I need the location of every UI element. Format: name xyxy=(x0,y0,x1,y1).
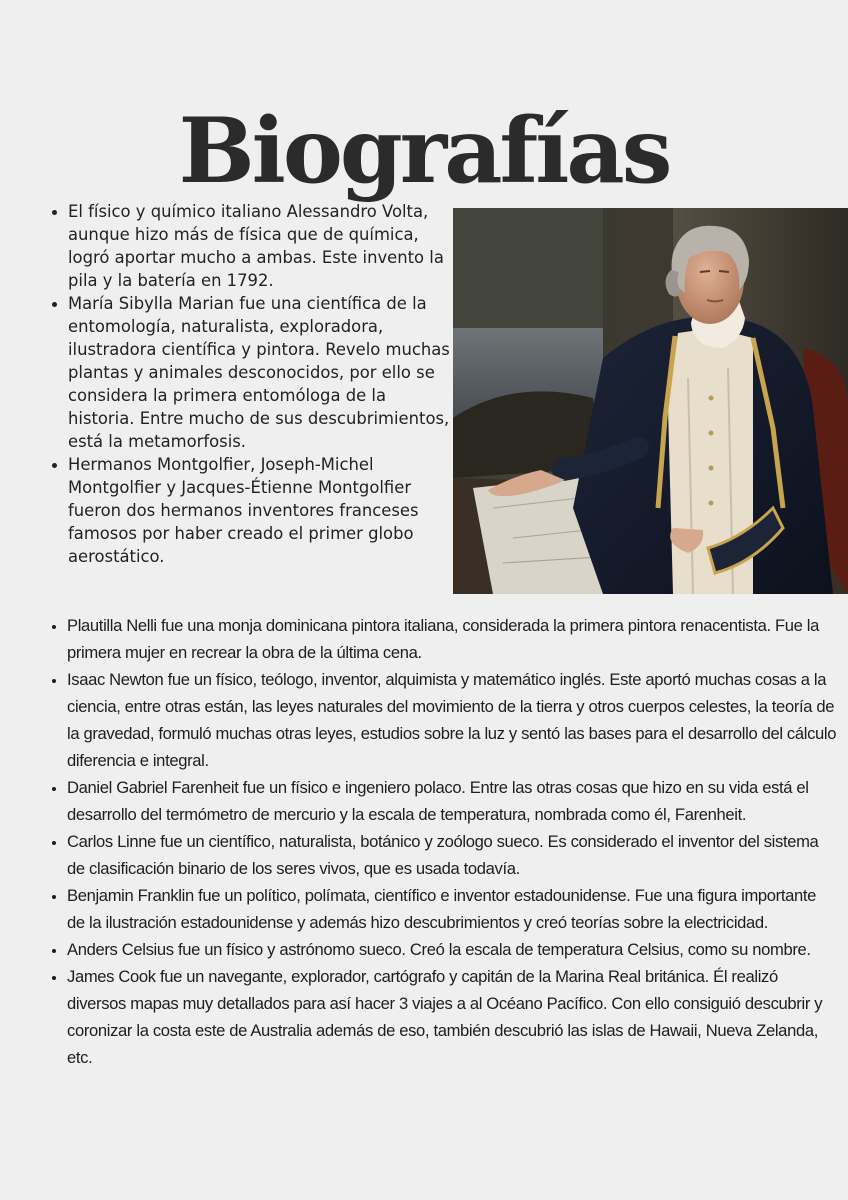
page-title: Biografías xyxy=(178,98,670,205)
list-item-nelli: • Plautilla Nelli fue una monja dominicana pintora italiana, considerada la primera pintora renacentista. Fue la primera mujer en recrear la obra de la última cena. xyxy=(67,612,837,666)
biography-list-top xyxy=(46,200,452,568)
list-item-cook: • James Cook fue un navegante, explorador, cartógrafo y capitán de la Marina Real británica. Él realizó diversos mapas muy detallados para así hacer 3 viajes a al Océano Pacífico. Con ello consiguió descubrir y coronizar la costa este de Australia además de eso, también descubrió las islas de Hawaii, Nueva Zelanda, etc. xyxy=(67,963,837,1071)
list-item-linne: • Carlos Linne fue un científico, naturalista, botánico y zoólogo sueco. Es considerado el inventor del sistema de clasificación binario de los seres vivos, que es usada todavía. xyxy=(67,828,837,882)
list-item-marian: • María Sibylla Marian fue una científica de la entomología, naturalista, exploradora, ilustradora científica y pintora. Revelo muchas plantas y animales desconocidos, por ello se considera la primera entomóloga de la historia. Entre mucho de sus descubrimientos, está la metamorfosis. xyxy=(68,292,452,453)
list-item-newton: • Isaac Newton fue un físico, teólogo, inventor, alquimista y matemático inglés. Este aportó muchas cosas a la ciencia, entre otras están, las leyes naturales del movimiento de la tierra y otros cuerpos celestes, la teoría de la gravedad, formuló muchas otras leyes, estudios sobre la luz y sentó las bases para el desarrollo del cálculo diferencia e integral. xyxy=(67,666,837,774)
list-item-franklin: • Benjamin Franklin fue un político, polímata, científico e inventor estadounidense. Fue una figura importante de la ilustración estadounidense y además hizo descubrimientos y creó teorías sobre la electricidad. xyxy=(67,882,837,936)
list-item-montgolfier: • Hermanos Montgolfier, Joseph-Michel Montgolfier y Jacques-Étienne Montgolfier fueron dos hermanos inventores franceses famosos por haber creado el primer globo aerostático. xyxy=(68,453,452,568)
portrait-image xyxy=(453,208,848,594)
biography-list-bottom xyxy=(46,612,837,1071)
list-item-celsius: • Anders Celsius fue un físico y astrónomo sueco. Creó la escala de temperatura Celsius, como su nombre. xyxy=(67,936,837,963)
list-item-volta: • El físico y químico italiano Alessandro Volta, aunque hizo más de física que de química, logró aportar mucho a ambas. Este invento la pila y la batería en 1792. xyxy=(68,200,452,292)
list-item-farenheit: • Daniel Gabriel Farenheit fue un físico e ingeniero polaco. Entre las otras cosas que hizo en su vida está el desarrollo del termómetro de mercurio y la escala de temperatura, nombrada como él, Farenheit. xyxy=(67,774,837,828)
